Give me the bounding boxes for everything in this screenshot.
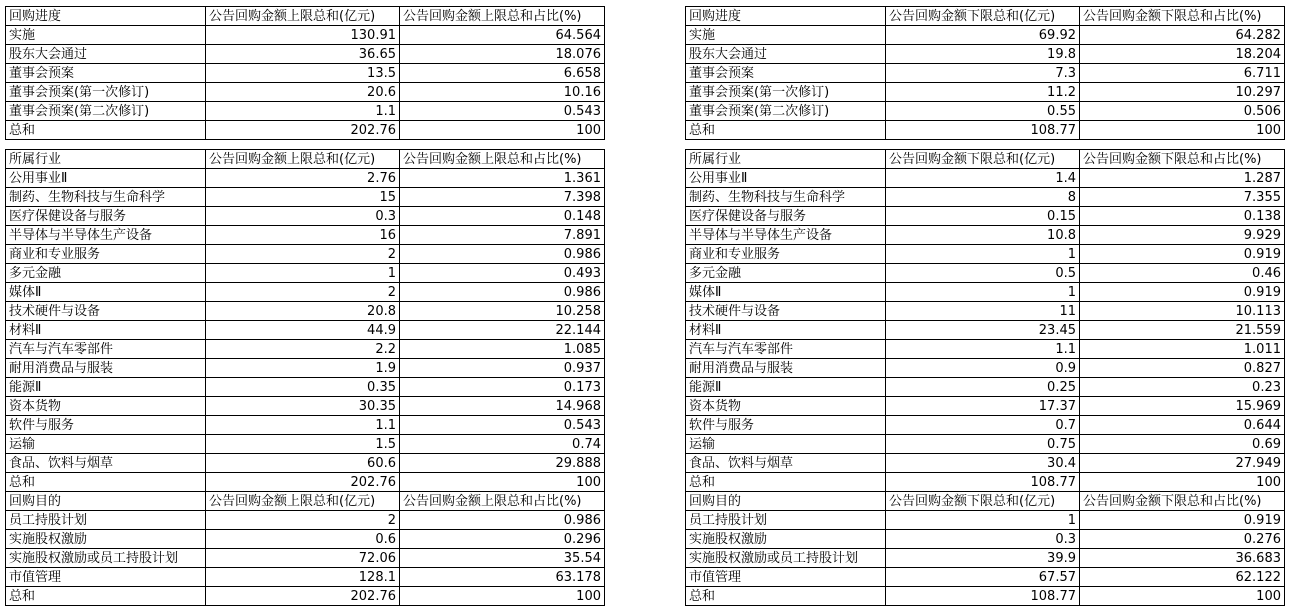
table-row [6, 283, 605, 302]
value-cell[interactable]: 0.25 [886, 378, 1080, 397]
row-label-cell[interactable]: 软件与服务 [6, 416, 206, 435]
row-label-cell[interactable]: 董事会预案 [686, 64, 886, 83]
value-cell[interactable]: 0.919 [1080, 283, 1285, 302]
value-cell[interactable]: 2 [206, 245, 400, 264]
value-cell[interactable]: 6.711 [1080, 64, 1285, 83]
header-row [6, 7, 605, 26]
value-cell[interactable]: 63.178 [400, 568, 605, 587]
value-cell[interactable]: 1.5 [206, 435, 400, 454]
column-header[interactable]: 回购目的 [686, 492, 886, 511]
value-cell[interactable]: 0.937 [400, 359, 605, 378]
value-cell[interactable]: 100 [1080, 473, 1285, 492]
value-cell[interactable]: 108.77 [886, 473, 1080, 492]
data-table-industry-upper [5, 149, 605, 492]
value-cell[interactable]: 13.5 [206, 64, 400, 83]
value-cell[interactable]: 1.1 [206, 416, 400, 435]
value-cell[interactable]: 14.968 [400, 397, 605, 416]
value-cell[interactable]: 108.77 [886, 587, 1080, 606]
value-cell[interactable]: 0.74 [400, 435, 605, 454]
row-label-cell[interactable]: 运输 [686, 435, 886, 454]
column-header[interactable]: 公告回购金额下限总和(亿元) [886, 492, 1080, 511]
value-cell[interactable]: 100 [1080, 587, 1285, 606]
row-label-cell[interactable]: 实施 [686, 26, 886, 45]
value-cell[interactable]: 17.37 [886, 397, 1080, 416]
table-row [686, 64, 1285, 83]
value-cell[interactable]: 0.6 [206, 530, 400, 549]
row-label-cell[interactable]: 技术硬件与设备 [686, 302, 886, 321]
value-cell[interactable]: 30.4 [886, 454, 1080, 473]
table-row [686, 473, 1285, 492]
column-header[interactable]: 回购目的 [6, 492, 206, 511]
value-cell[interactable]: 1 [206, 264, 400, 283]
row-label-cell[interactable]: 材料Ⅱ [6, 321, 206, 340]
row-label-cell[interactable]: 多元金融 [686, 264, 886, 283]
value-cell[interactable]: 0.986 [400, 245, 605, 264]
row-label-cell[interactable]: 医疗保健设备与服务 [686, 207, 886, 226]
value-cell[interactable]: 60.6 [206, 454, 400, 473]
value-cell[interactable]: 130.91 [206, 26, 400, 45]
table-row [6, 397, 605, 416]
table-row [6, 102, 605, 121]
table-row [686, 207, 1285, 226]
row-label-cell[interactable]: 员工持股计划 [686, 511, 886, 530]
table-row [6, 435, 605, 454]
table-row [686, 226, 1285, 245]
row-label-cell[interactable]: 软件与服务 [686, 416, 886, 435]
value-cell[interactable]: 0.827 [1080, 359, 1285, 378]
table-row [6, 188, 605, 207]
value-cell[interactable]: 10.297 [1080, 83, 1285, 102]
row-label-cell[interactable]: 董事会预案(第二次修订) [6, 102, 206, 121]
row-label-cell[interactable]: 董事会预案(第一次修订) [686, 83, 886, 102]
value-cell[interactable]: 20.8 [206, 302, 400, 321]
column-header[interactable]: 公告回购金额上限总和占比(%) [400, 492, 605, 511]
row-label-cell[interactable]: 多元金融 [6, 264, 206, 283]
row-label-cell[interactable]: 半导体与半导体生产设备 [686, 226, 886, 245]
value-cell[interactable]: 2 [206, 511, 400, 530]
value-cell[interactable]: 0.15 [886, 207, 1080, 226]
value-cell[interactable]: 1.1 [206, 102, 400, 121]
value-cell[interactable]: 10.16 [400, 83, 605, 102]
table-row [6, 64, 605, 83]
column-header[interactable]: 所属行业 [6, 150, 206, 169]
header-row [686, 7, 1285, 26]
data-table-progress-lower [685, 6, 1285, 140]
value-cell[interactable]: 0.506 [1080, 102, 1285, 121]
value-cell[interactable]: 0.986 [400, 511, 605, 530]
row-label-cell[interactable]: 制药、生物科技与生命科学 [6, 188, 206, 207]
value-cell[interactable]: 0.173 [400, 378, 605, 397]
row-label-cell[interactable]: 总和 [686, 121, 886, 140]
table-row [6, 121, 605, 140]
value-cell[interactable]: 0.148 [400, 207, 605, 226]
row-label-cell[interactable]: 市值管理 [686, 568, 886, 587]
table-row [6, 359, 605, 378]
value-cell[interactable]: 6.658 [400, 64, 605, 83]
column-header[interactable]: 公告回购金额上限总和(亿元) [206, 7, 400, 26]
table-row [6, 378, 605, 397]
value-cell[interactable]: 10.258 [400, 302, 605, 321]
row-label-cell[interactable]: 能源Ⅱ [686, 378, 886, 397]
value-cell[interactable]: 2 [206, 283, 400, 302]
column-header[interactable]: 公告回购金额下限总和占比(%) [1080, 7, 1285, 26]
row-label-cell[interactable]: 耐用消费品与服装 [686, 359, 886, 378]
column-header[interactable]: 公告回购金额下限总和(亿元) [886, 7, 1080, 26]
row-label-cell[interactable]: 股东大会通过 [6, 45, 206, 64]
value-cell[interactable]: 7.3 [886, 64, 1080, 83]
value-cell[interactable]: 1 [886, 283, 1080, 302]
value-cell[interactable]: 15.969 [1080, 397, 1285, 416]
row-label-cell[interactable]: 董事会预案 [6, 64, 206, 83]
value-cell[interactable]: 0.35 [206, 378, 400, 397]
value-cell[interactable]: 72.06 [206, 549, 400, 568]
value-cell[interactable]: 2.76 [206, 169, 400, 188]
value-cell[interactable]: 16 [206, 226, 400, 245]
value-cell[interactable]: 67.57 [886, 568, 1080, 587]
value-cell[interactable]: 0.986 [400, 283, 605, 302]
table-row [6, 245, 605, 264]
table-row [686, 435, 1285, 454]
row-label-cell[interactable]: 公用事业Ⅱ [686, 169, 886, 188]
table-row [686, 26, 1285, 45]
value-cell[interactable]: 1 [886, 511, 1080, 530]
value-cell[interactable]: 0.7 [886, 416, 1080, 435]
row-label-cell[interactable]: 能源Ⅱ [6, 378, 206, 397]
row-label-cell[interactable]: 医疗保健设备与服务 [6, 207, 206, 226]
value-cell[interactable]: 39.9 [886, 549, 1080, 568]
value-cell[interactable]: 69.92 [886, 26, 1080, 45]
row-label-cell[interactable]: 运输 [6, 435, 206, 454]
value-cell[interactable]: 108.77 [886, 121, 1080, 140]
column-header[interactable]: 回购进度 [686, 7, 886, 26]
table-row [686, 359, 1285, 378]
column-header[interactable]: 公告回购金额下限总和占比(%) [1080, 492, 1285, 511]
value-cell[interactable]: 62.122 [1080, 568, 1285, 587]
data-table-progress-upper [5, 6, 605, 140]
value-cell[interactable]: 0.296 [400, 530, 605, 549]
table-row [686, 302, 1285, 321]
table-row [6, 45, 605, 64]
row-label-cell[interactable]: 技术硬件与设备 [6, 302, 206, 321]
value-cell[interactable]: 35.54 [400, 549, 605, 568]
row-label-cell[interactable]: 汽车与汽车零部件 [6, 340, 206, 359]
value-cell[interactable]: 0.9 [886, 359, 1080, 378]
table-row [6, 473, 605, 492]
row-label-cell[interactable]: 公用事业Ⅱ [6, 169, 206, 188]
header-row [686, 492, 1285, 511]
table-row [686, 511, 1285, 530]
value-cell[interactable]: 11.2 [886, 83, 1080, 102]
row-label-cell[interactable]: 汽车与汽车零部件 [686, 340, 886, 359]
row-label-cell[interactable]: 股东大会通过 [686, 45, 886, 64]
table-row [686, 454, 1285, 473]
table-row [6, 207, 605, 226]
column-header[interactable]: 公告回购金额上限总和(亿元) [206, 150, 400, 169]
value-cell[interactable]: 27.949 [1080, 454, 1285, 473]
row-label-cell[interactable]: 员工持股计划 [6, 511, 206, 530]
header-row [6, 492, 605, 511]
value-cell[interactable]: 1 [886, 245, 1080, 264]
column-header[interactable]: 所属行业 [686, 150, 886, 169]
header-row [6, 150, 605, 169]
row-label-cell[interactable]: 制药、生物科技与生命科学 [686, 188, 886, 207]
table-row [6, 340, 605, 359]
value-cell[interactable]: 7.891 [400, 226, 605, 245]
value-cell[interactable]: 64.564 [400, 26, 605, 45]
value-cell[interactable]: 1.361 [400, 169, 605, 188]
row-label-cell[interactable]: 耐用消费品与服装 [6, 359, 206, 378]
value-cell[interactable]: 0.46 [1080, 264, 1285, 283]
value-cell[interactable]: 18.076 [400, 45, 605, 64]
table-row [6, 302, 605, 321]
value-cell[interactable]: 36.683 [1080, 549, 1285, 568]
table-row [686, 245, 1285, 264]
table-row [686, 340, 1285, 359]
value-cell[interactable]: 29.888 [400, 454, 605, 473]
row-label-cell[interactable]: 董事会预案(第一次修订) [6, 83, 206, 102]
header-row [686, 150, 1285, 169]
value-cell[interactable]: 20.6 [206, 83, 400, 102]
data-table-purpose-lower [685, 491, 1285, 606]
table-row [686, 102, 1285, 121]
value-cell[interactable]: 0.543 [400, 102, 605, 121]
value-cell[interactable]: 8 [886, 188, 1080, 207]
table-row [686, 416, 1285, 435]
row-label-cell[interactable]: 食品、饮料与烟草 [686, 454, 886, 473]
value-cell[interactable]: 7.355 [1080, 188, 1285, 207]
table-row [6, 321, 605, 340]
value-cell[interactable]: 10.113 [1080, 302, 1285, 321]
value-cell[interactable]: 0.69 [1080, 435, 1285, 454]
row-label-cell[interactable]: 总和 [6, 121, 206, 140]
row-label-cell[interactable]: 实施股权激励 [6, 530, 206, 549]
value-cell[interactable]: 36.65 [206, 45, 400, 64]
row-label-cell[interactable]: 实施股权激励 [686, 530, 886, 549]
table-row [6, 264, 605, 283]
table-row [6, 416, 605, 435]
value-cell[interactable]: 100 [400, 121, 605, 140]
value-cell[interactable]: 1.1 [886, 340, 1080, 359]
value-cell[interactable]: 128.1 [206, 568, 400, 587]
data-table-industry-lower [685, 149, 1285, 492]
value-cell[interactable]: 30.35 [206, 397, 400, 416]
table-row [6, 568, 605, 587]
value-cell[interactable]: 44.9 [206, 321, 400, 340]
table-row [686, 169, 1285, 188]
row-label-cell[interactable]: 总和 [6, 587, 206, 606]
value-cell[interactable]: 19.8 [886, 45, 1080, 64]
table-row [6, 83, 605, 102]
table-row [686, 45, 1285, 64]
column-header[interactable]: 公告回购金额下限总和(亿元) [886, 150, 1080, 169]
table-row [686, 530, 1285, 549]
row-label-cell[interactable]: 总和 [6, 473, 206, 492]
value-cell[interactable]: 0.3 [206, 207, 400, 226]
value-cell[interactable]: 100 [1080, 121, 1285, 140]
column-header[interactable]: 回购进度 [6, 7, 206, 26]
value-cell[interactable]: 202.76 [206, 121, 400, 140]
row-label-cell[interactable]: 媒体Ⅱ [686, 283, 886, 302]
table-row [686, 397, 1285, 416]
row-label-cell[interactable]: 实施 [6, 26, 206, 45]
table-row [686, 264, 1285, 283]
row-label-cell[interactable]: 商业和专业服务 [686, 245, 886, 264]
value-cell[interactable]: 0.75 [886, 435, 1080, 454]
value-cell[interactable]: 0.3 [886, 530, 1080, 549]
table-row [686, 283, 1285, 302]
value-cell[interactable]: 202.76 [206, 587, 400, 606]
table-row [6, 454, 605, 473]
value-cell[interactable]: 0.919 [1080, 245, 1285, 264]
value-cell[interactable]: 0.276 [1080, 530, 1285, 549]
table-row [6, 549, 605, 568]
row-label-cell[interactable]: 资本货物 [686, 397, 886, 416]
table-row [6, 226, 605, 245]
row-label-cell[interactable]: 实施股权激励或员工持股计划 [6, 549, 206, 568]
column-header[interactable]: 公告回购金额上限总和(亿元) [206, 492, 400, 511]
row-label-cell[interactable]: 市值管理 [6, 568, 206, 587]
value-cell[interactable]: 1.9 [206, 359, 400, 378]
table-row [686, 321, 1285, 340]
table-row [6, 169, 605, 188]
value-cell[interactable]: 11 [886, 302, 1080, 321]
column-header[interactable]: 公告回购金额上限总和占比(%) [400, 7, 605, 26]
row-label-cell[interactable]: 董事会预案(第二次修订) [686, 102, 886, 121]
value-cell[interactable]: 1.287 [1080, 169, 1285, 188]
row-label-cell[interactable]: 商业和专业服务 [6, 245, 206, 264]
value-cell[interactable]: 1.4 [886, 169, 1080, 188]
value-cell[interactable]: 0.23 [1080, 378, 1285, 397]
value-cell[interactable]: 15 [206, 188, 400, 207]
value-cell[interactable]: 202.76 [206, 473, 400, 492]
row-label-cell[interactable]: 总和 [686, 473, 886, 492]
value-cell[interactable]: 18.204 [1080, 45, 1285, 64]
column-header[interactable]: 公告回购金额下限总和占比(%) [1080, 150, 1285, 169]
data-table-purpose-upper [5, 491, 605, 606]
table-row [686, 378, 1285, 397]
row-label-cell[interactable]: 材料Ⅱ [686, 321, 886, 340]
table-row [6, 26, 605, 45]
row-label-cell[interactable]: 媒体Ⅱ [6, 283, 206, 302]
row-label-cell[interactable]: 实施股权激励或员工持股计划 [686, 549, 886, 568]
row-label-cell[interactable]: 资本货物 [6, 397, 206, 416]
table-row [686, 121, 1285, 140]
table-row [686, 549, 1285, 568]
table-row [6, 511, 605, 530]
value-cell[interactable]: 21.559 [1080, 321, 1285, 340]
value-cell[interactable]: 2.2 [206, 340, 400, 359]
value-cell[interactable]: 0.543 [400, 416, 605, 435]
table-row [686, 568, 1285, 587]
value-cell[interactable]: 7.398 [400, 188, 605, 207]
table-row [6, 530, 605, 549]
row-label-cell[interactable]: 总和 [686, 587, 886, 606]
row-label-cell[interactable]: 食品、饮料与烟草 [6, 454, 206, 473]
value-cell[interactable]: 64.282 [1080, 26, 1285, 45]
value-cell[interactable]: 0.138 [1080, 207, 1285, 226]
value-cell[interactable]: 23.45 [886, 321, 1080, 340]
row-label-cell[interactable]: 半导体与半导体生产设备 [6, 226, 206, 245]
value-cell[interactable]: 0.919 [1080, 511, 1285, 530]
value-cell[interactable]: 0.493 [400, 264, 605, 283]
value-cell[interactable]: 1.085 [400, 340, 605, 359]
value-cell[interactable]: 9.929 [1080, 226, 1285, 245]
table-row [686, 83, 1285, 102]
value-cell[interactable]: 0.5 [886, 264, 1080, 283]
column-header[interactable]: 公告回购金额上限总和占比(%) [400, 150, 605, 169]
value-cell[interactable]: 1.011 [1080, 340, 1285, 359]
table-row [686, 188, 1285, 207]
value-cell[interactable]: 100 [400, 473, 605, 492]
value-cell[interactable]: 0.644 [1080, 416, 1285, 435]
value-cell[interactable]: 0.55 [886, 102, 1080, 121]
value-cell[interactable]: 22.144 [400, 321, 605, 340]
value-cell[interactable]: 100 [400, 587, 605, 606]
value-cell[interactable]: 10.8 [886, 226, 1080, 245]
